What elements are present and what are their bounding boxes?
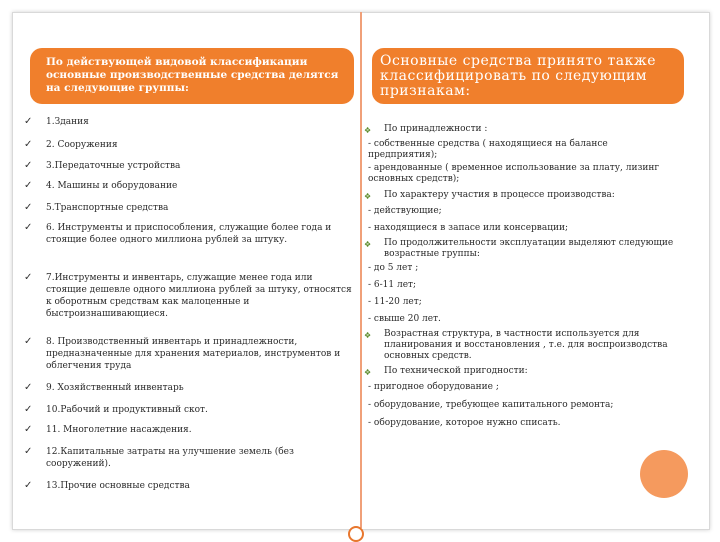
decorative-circle: [640, 450, 688, 498]
checkmark-icon: ✓: [24, 382, 33, 393]
list-item: ✓ 4. Машины и оборудование: [24, 180, 178, 191]
list-item: ✓ 8. Производственный инвентарь и принадлежности, предназначенные для хранения материалов, инструментов и облегчения труда: [24, 336, 341, 371]
list-item: ✓ 10.Рабочий и продуктивный скот.: [24, 404, 208, 415]
list-item: - действующие;: [368, 206, 442, 216]
list-item: ✓ 5.Транспортные средства: [24, 202, 169, 213]
list-item: ✓ 11. Многолетние насаждения.: [24, 424, 192, 435]
checkmark-icon: ✓: [24, 139, 33, 150]
checkmark-icon: ✓: [24, 424, 33, 435]
list-item: ✓ 12.Капитальные затраты на улучшение земель (без сооружений).: [24, 446, 294, 469]
diamond-bullet-icon: ❖: [364, 126, 372, 135]
list-item: - собственные средства ( находящиеся на балансе предприятия);: [368, 139, 608, 160]
checkmark-icon: ✓: [24, 202, 33, 213]
list-item: ✓ 7.Инструменты и инвентарь, служащие менее года или стоящие дешевле одного миллиона рублей за штуку, относятся к оборотным средствам как малоценные и быстроизнашивающиеся.: [24, 272, 352, 319]
checkmark-icon: ✓: [24, 336, 33, 347]
list-item: - 6-11 лет;: [368, 280, 417, 290]
list-item: ❖ Возрастная структура, в частности используется для планирования и восстановления , т.е. для воспроизводства основных средств.: [364, 329, 668, 361]
diamond-bullet-icon: ❖: [364, 331, 372, 340]
checkmark-icon: ✓: [24, 446, 33, 457]
right-list: [364, 116, 678, 429]
list-item: ❖ По характеру участия в процессе производства:: [364, 190, 615, 201]
list-item: ✓ 3.Передаточные устройства: [24, 160, 181, 171]
checkmark-icon: ✓: [24, 116, 33, 127]
list-item: ❖ По продолжительности эксплуатации выделяют следующие возрастные группы:: [364, 238, 674, 259]
diamond-bullet-icon: ❖: [364, 192, 372, 201]
list-item: - оборудование, требующее капитального ремонта;: [368, 400, 614, 410]
list-item: - до 5 лет ;: [368, 263, 419, 273]
checkmark-icon: ✓: [24, 404, 33, 415]
list-item: - 11-20 лет;: [368, 297, 422, 307]
list-item: ❖ По принадлежности :: [364, 124, 488, 135]
list-item: - находящиеся в запасе или консервации;: [368, 223, 569, 233]
checkmark-icon: ✓: [24, 480, 33, 491]
diamond-bullet-icon: ❖: [364, 240, 372, 249]
list-item: ✓ 13.Прочие основные средства: [24, 480, 190, 491]
list-item: ❖ По технической пригодности:: [364, 366, 528, 377]
checkmark-icon: ✓: [24, 272, 33, 283]
checkmark-icon: ✓: [24, 180, 33, 191]
list-item: ✓ 2. Сооружения: [24, 139, 118, 150]
list-item: - арендованные ( временное использование за плату, лизинг основных средств);: [368, 163, 660, 184]
vertical-divider: [360, 12, 362, 528]
right-header: Основные средства принято также классифицировать по следующим признакам:: [372, 48, 684, 104]
list-item: ✓ 6. Инструменты и приспособления, служащие более года и стоящие более одного миллиона рублей за штуку.: [24, 222, 332, 245]
diamond-bullet-icon: ❖: [364, 368, 372, 377]
list-item: - пригодное оборудование ;: [368, 382, 499, 392]
list-item: - свыше 20 лет.: [368, 314, 441, 324]
left-header: По действующей видовой классификации основные производственные средства делятся на следующие группы:: [30, 48, 354, 104]
checkmark-icon: ✓: [24, 222, 33, 233]
list-item: ✓ 9. Хозяйственный инвентарь: [24, 382, 184, 393]
checkmark-icon: ✓: [24, 160, 33, 171]
list-item: - оборудование, которое нужно списать.: [368, 418, 561, 428]
list-item: ✓ 1.Здания: [24, 116, 89, 127]
